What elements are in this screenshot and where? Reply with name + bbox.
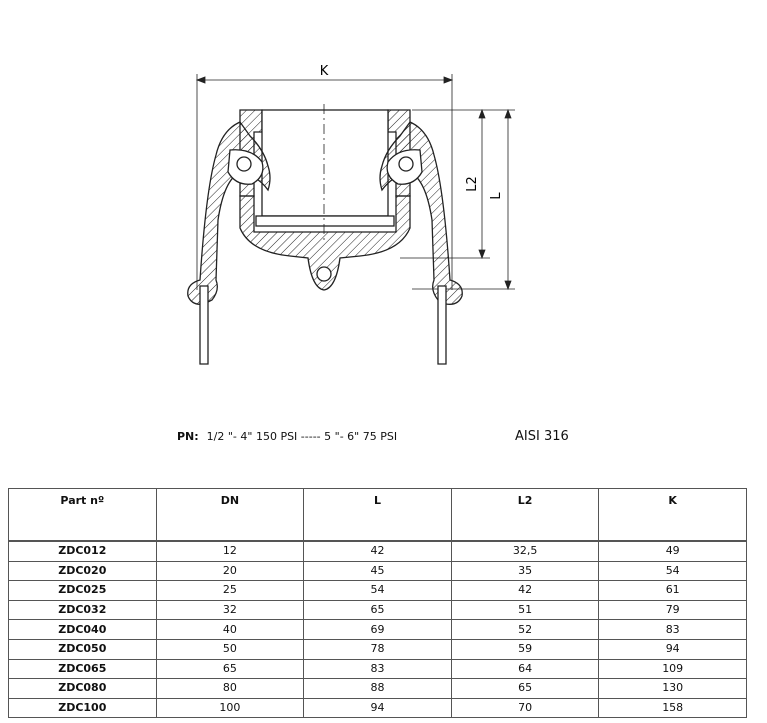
- cell-dn: 20: [156, 561, 304, 581]
- cell-dn: 12: [156, 541, 304, 561]
- cell-k: 79: [599, 600, 747, 620]
- cell-l: 78: [304, 639, 452, 659]
- cell-dn: 50: [156, 639, 304, 659]
- table-row: [9, 659, 747, 679]
- header-part: Part nº: [9, 489, 157, 542]
- table-row: [9, 600, 747, 620]
- cell-l2: 42: [451, 581, 599, 601]
- cell-k: 158: [599, 698, 747, 718]
- table-row: [9, 679, 747, 699]
- cell-k: 94: [599, 639, 747, 659]
- cell-part: ZDC012: [9, 541, 157, 561]
- cell-part: ZDC080: [9, 679, 157, 699]
- cell-k: 61: [599, 581, 747, 601]
- cell-part: ZDC025: [9, 581, 157, 601]
- cell-part: ZDC032: [9, 600, 157, 620]
- table-row: [9, 561, 747, 581]
- cell-l2: 64: [451, 659, 599, 679]
- cell-part: ZDC100: [9, 698, 157, 718]
- table-row: [9, 698, 747, 718]
- cell-l2: 51: [451, 600, 599, 620]
- cell-l: 94: [304, 698, 452, 718]
- cell-l: 88: [304, 679, 452, 699]
- cell-dn: 65: [156, 659, 304, 679]
- coupling-body: [240, 110, 410, 290]
- cell-l2: 35: [451, 561, 599, 581]
- header-l: L: [304, 489, 452, 542]
- table-row: [9, 620, 747, 640]
- pressure-rating: [177, 430, 397, 443]
- cell-l: 54: [304, 581, 452, 601]
- cell-l: 69: [304, 620, 452, 640]
- header-k: K: [599, 489, 747, 542]
- cell-l2: 65: [451, 679, 599, 699]
- dim-label-k: K: [319, 64, 329, 79]
- table-row: [9, 581, 747, 601]
- cell-k: 83: [599, 620, 747, 640]
- pn-label: PN:: [177, 430, 199, 443]
- cell-dn: 100: [156, 698, 304, 718]
- cell-part: ZDC065: [9, 659, 157, 679]
- cell-k: 130: [599, 679, 747, 699]
- cell-part: ZDC050: [9, 639, 157, 659]
- dim-label-l2: L2: [465, 176, 480, 192]
- cell-l2: 59: [451, 639, 599, 659]
- header-dn: DN: [156, 489, 304, 542]
- cell-k: 49: [599, 541, 747, 561]
- table-row: [9, 541, 747, 561]
- cell-part: ZDC020: [9, 561, 157, 581]
- cell-dn: 80: [156, 679, 304, 699]
- dim-label-l: L: [489, 192, 504, 200]
- material-label: AISI 316: [515, 429, 569, 444]
- cell-l2: 52: [451, 620, 599, 640]
- cell-k: 54: [599, 561, 747, 581]
- table-row: [9, 639, 747, 659]
- dimensions-table: [8, 488, 747, 718]
- header-l2: L2: [451, 489, 599, 542]
- cell-l2: 70: [451, 698, 599, 718]
- cell-l: 83: [304, 659, 452, 679]
- cell-dn: 40: [156, 620, 304, 640]
- cell-l2: 32,5: [451, 541, 599, 561]
- cell-l: 45: [304, 561, 452, 581]
- cell-l: 65: [304, 600, 452, 620]
- pn-value: 1/2 "- 4" 150 PSI ----- 5 "- 6" 75 PSI: [206, 430, 398, 443]
- cell-dn: 25: [156, 581, 304, 601]
- cell-l: 42: [304, 541, 452, 561]
- cell-dn: 32: [156, 600, 304, 620]
- table-header-row: [9, 489, 747, 542]
- cell-part: ZDC040: [9, 620, 157, 640]
- cell-k: 109: [599, 659, 747, 679]
